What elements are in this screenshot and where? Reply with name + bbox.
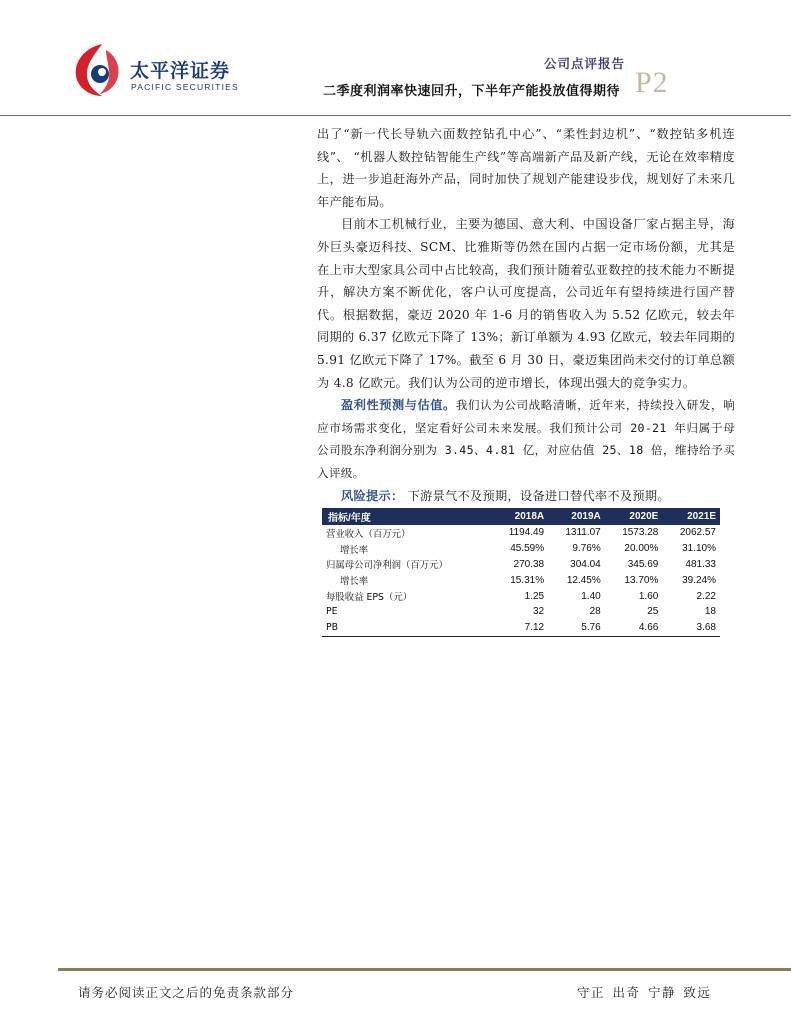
table-cell: 4.66 (605, 620, 663, 636)
table-header-cell: 2020E (605, 508, 663, 525)
table-cell: 18 (704, 606, 716, 618)
table-row (322, 525, 720, 541)
row-label: 增长率 (340, 576, 369, 588)
footer-divider (58, 968, 791, 971)
table-cell: 5.76 (548, 620, 605, 636)
row-label: 增长率 (340, 544, 369, 556)
pacific-securities-logo-icon (72, 42, 124, 98)
report-title: 二季度利润率快速回升，下半年产能投放值得期待 (322, 84, 620, 99)
header-divider (0, 115, 791, 116)
table-cell: 7.12 (491, 620, 548, 636)
table-row (322, 620, 720, 636)
valuation-text: 我们认为公司战略清晰，近年来，持续投入研发，响应市场需求变化，坚定看好公司未来发展。我们预计公司 20-21 年归属于母公司股东净利润分别为 3.45、4.81 亿，对应估值 25、18 倍，维持给予买入评级。 (317, 398, 736, 480)
table-cell: 31.10% (682, 543, 716, 555)
table-cell: 481.33 (685, 558, 716, 570)
table-header-cell: 指标/年度 (322, 508, 491, 525)
paragraph-industry-competition: 目前木工机械行业，主要为德国、意大利、中国设备厂家占据主导，海外巨头豪迈科技、SCM、比雅斯等仍然在国内占据一定市场份额，尤其是在上市大型家具公司中占比较高，我们预计随着弘亚数控的技术能力不断提升，解决方案不断优化，客户认可度提高，公司近年有望持续进行国产替代。根据数据，豪迈 2020 年 1-6 月的销售收入为 5.52 亿欧元，较去年同期的 6.37 亿欧元下降了 13%；新订单额为 4.93 亿欧元，较去年同期的 5.91 亿欧元下降了 17%。截至 6 月 30 日，豪迈集团尚未交付的订单总额为 4.8 亿欧元。我们认为公司的逆市增长，体现出强大的竞争实力。 (317, 217, 735, 390)
company-logo (72, 42, 239, 102)
row-label: 每股收益 EPS（元） (326, 592, 413, 604)
table-cell: 32 (532, 606, 545, 618)
table-header-cell: 2019A (548, 508, 605, 525)
financial-forecast-table (322, 508, 720, 637)
table-cell: 345.69 (627, 558, 659, 570)
table-cell: 1194.49 (508, 527, 545, 539)
table-row (322, 588, 720, 604)
brand-name-en: PACIFIC SECURITIES (131, 82, 239, 92)
valuation-heading: 盈利性预测与估值。 (341, 398, 456, 413)
row-label: 营业收入（百万元） (326, 528, 411, 540)
page-number: P2 (635, 66, 669, 99)
table-cell: 45.59% (510, 543, 545, 555)
table-cell: 1.60 (638, 590, 659, 602)
report-body (317, 118, 735, 507)
table-cell: 1311.07 (565, 527, 601, 539)
brand-name-cn: 太平洋证券 (130, 60, 231, 82)
table-cell: 2062.57 (679, 527, 716, 539)
table-header-row (322, 508, 720, 525)
table-cell: 15.31% (510, 574, 545, 586)
table-cell: 1.40 (581, 590, 601, 602)
row-label: 归属母公司净利润（百万元） (326, 560, 448, 572)
row-label: PE (326, 606, 338, 618)
table-row (322, 557, 720, 573)
risk-heading: 风险提示： (341, 488, 404, 503)
table-cell: 9.76% (572, 543, 601, 555)
table-row (322, 572, 720, 588)
table-cell: 28 (589, 606, 601, 618)
footer-disclaimer: 请务必阅读正文之后的免责条款部分 (78, 985, 295, 1000)
table-cell: 304.04 (570, 558, 601, 570)
row-label: PB (322, 620, 491, 636)
paragraph-valuation (317, 394, 735, 484)
table-cell: 1.25 (524, 590, 545, 602)
table-cell: 13.70% (624, 574, 659, 586)
paragraph-risk (317, 485, 735, 508)
table-cell: 20.00% (624, 543, 659, 555)
table-cell: 39.24% (682, 574, 716, 586)
table-cell: 25 (647, 606, 659, 618)
table-cell: 3.68 (662, 620, 720, 636)
table-row (322, 541, 720, 557)
table-header-cell: 2018A (491, 508, 548, 525)
footer-motto: 守正 出奇 宁静 致远 (577, 985, 712, 1000)
table-cell: 2.22 (696, 590, 716, 602)
table-cell: 270.38 (513, 558, 545, 570)
table-row (322, 604, 720, 620)
table-cell: 1573.28 (622, 527, 659, 539)
table-cell: 12.45% (566, 574, 601, 586)
paragraph-product-lines: 出了“新一代长导轨六面数控钻孔中心”、“柔性封边机”、“数控钻多机连线”、 “机器人数控钻智能生产线”等高端新产品及新产线，无论在效率精度上，进一步追赶海外产品，同时加快了规划产能建设步伐，规划好了未来几年产能布局。 (317, 127, 735, 209)
table-header-cell: 2021E (662, 508, 720, 525)
report-type: 公司点评报告 (543, 56, 625, 71)
risk-text: 下游景气不及预期，设备进口替代率不及预期。 (403, 488, 670, 503)
